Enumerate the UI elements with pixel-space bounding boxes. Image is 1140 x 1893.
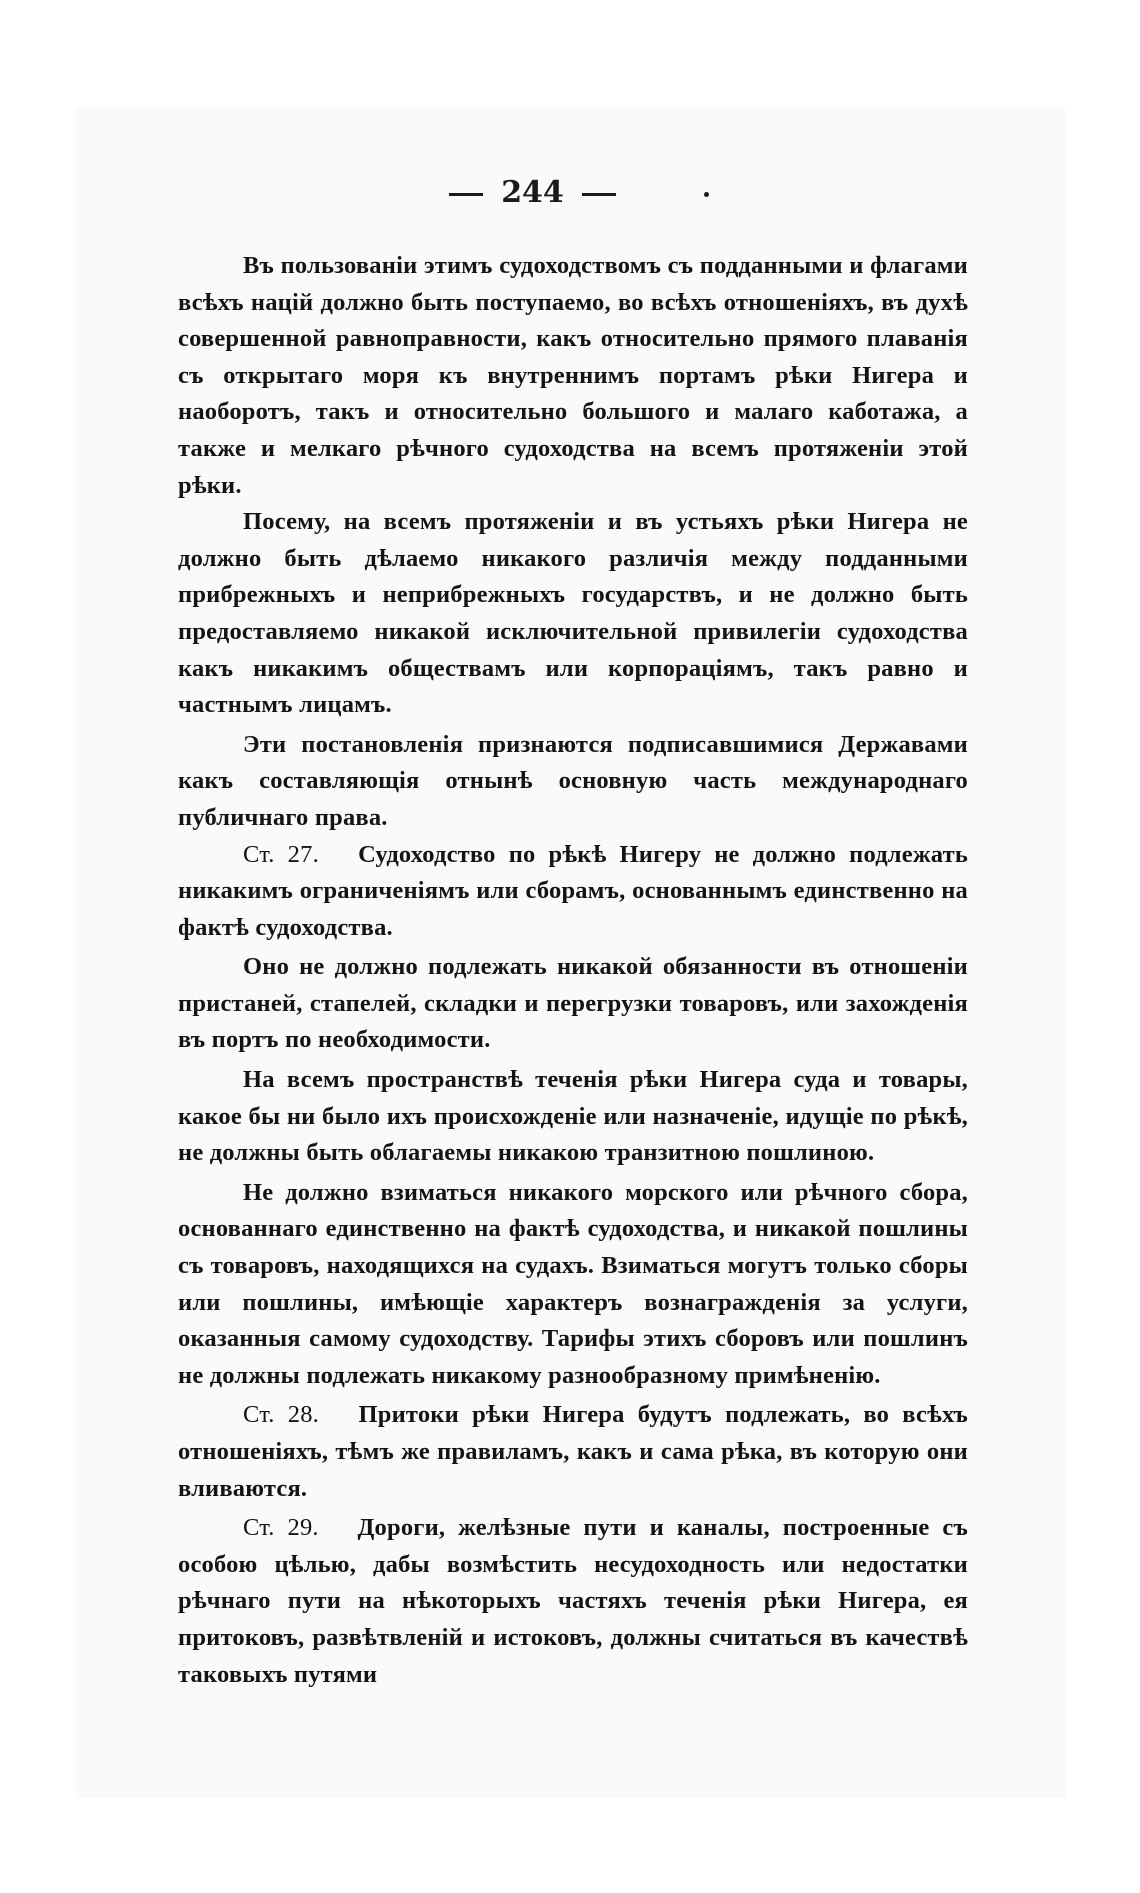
paragraph: Оно не должно подлежать никакой обязанности въ отношеніи пристаней, стапелей, складки и перегрузки товаровъ, или захожденія въ портъ по необходимости. — [178, 953, 968, 1054]
paragraph: Посему, на всемъ протяженіи и въ устьяхъ рѣки Нигера не должно быть дѣлаемо никакого различія между подданными прибрежныхъ и неприбрежныхъ государствъ, и не должно быть предоставляемо никакой исключительной привилегіи судоходства какъ никакимъ обществамъ или корпораціямъ, такъ равно и частнымъ лицамъ. — [178, 508, 968, 719]
article-label: Ст. 29. — [243, 1514, 319, 1542]
header-dot — [704, 192, 709, 197]
article-text: Судоходство по рѣкѣ Нигеру не должно подлежать никакимъ ограниченіямъ или сборамъ, основаннымъ единственно на фактѣ судоходства. — [178, 840, 968, 941]
header-dash-right — [582, 193, 616, 196]
paragraph: На всемъ пространствѣ теченія рѣки Нигера суда и товары, какое бы ни было ихъ происхожденіе или назначеніе, идущіе по рѣкѣ, не должны быть облагаемы никакою транзитною пошлиною. — [178, 1066, 968, 1167]
article-paragraph — [178, 1510, 968, 1693]
page-header — [0, 175, 1140, 210]
page-number: 244 — [501, 175, 564, 210]
paragraph: Эти постановленія признаются подписавшимися Державами какъ составляющія отнынѣ основную часть международнаго публичнаго права. — [178, 730, 968, 831]
article-text: Притоки рѣки Нигера будутъ подлежать, во всѣхъ отношеніяхъ, тѣмъ же правиламъ, какъ и сама рѣка, въ которую они вливаются. — [178, 1401, 968, 1502]
article-paragraph — [178, 837, 968, 947]
article-label: Ст. 27. — [243, 840, 319, 868]
paragraph: Не должно взиматься никакого морского или рѣчного сбора, основаннаго единственно на фактѣ судоходства, и никакой пошлины съ товаровъ, находящихся на судахъ. Взиматься могутъ только сборы или пошлины, имѣющіе характеръ вознагражденія за услуги, оказанныя самому судоходству. Тарифы этихъ сборовъ или пошлинъ не должны подлежать никакому разнообразному примѣненію. — [178, 1178, 968, 1389]
article-label: Ст. 28. — [243, 1401, 320, 1429]
page-body — [178, 248, 968, 1693]
article-text: Дороги, желѣзные пути и каналы, построенные съ особою цѣлью, дабы возмѣстить несудоходность или недостатки рѣчнаго пути на нѣкоторыхъ частяхъ теченія рѣки Нигера, ея притоковъ, развѣтвленій и истоковъ, должны считаться въ качествѣ таковыхъ путями — [178, 1514, 968, 1688]
paragraph: Въ пользованіи этимъ судоходствомъ съ подданными и флагами всѣхъ націй должно быть поступаемо, во всѣхъ отношеніяхъ, въ духѣ совершенной равноправности, какъ относительно прямого плаванія съ открытаго моря къ внутреннимъ портамъ рѣки Нигера и наоборотъ, такъ и относительно большого и малаго каботажа, а также и мелкаго рѣчного судоходства на всемъ протяженіи этой рѣки. — [178, 252, 968, 499]
article-paragraph — [178, 1397, 968, 1507]
header-dash-left — [449, 193, 483, 196]
